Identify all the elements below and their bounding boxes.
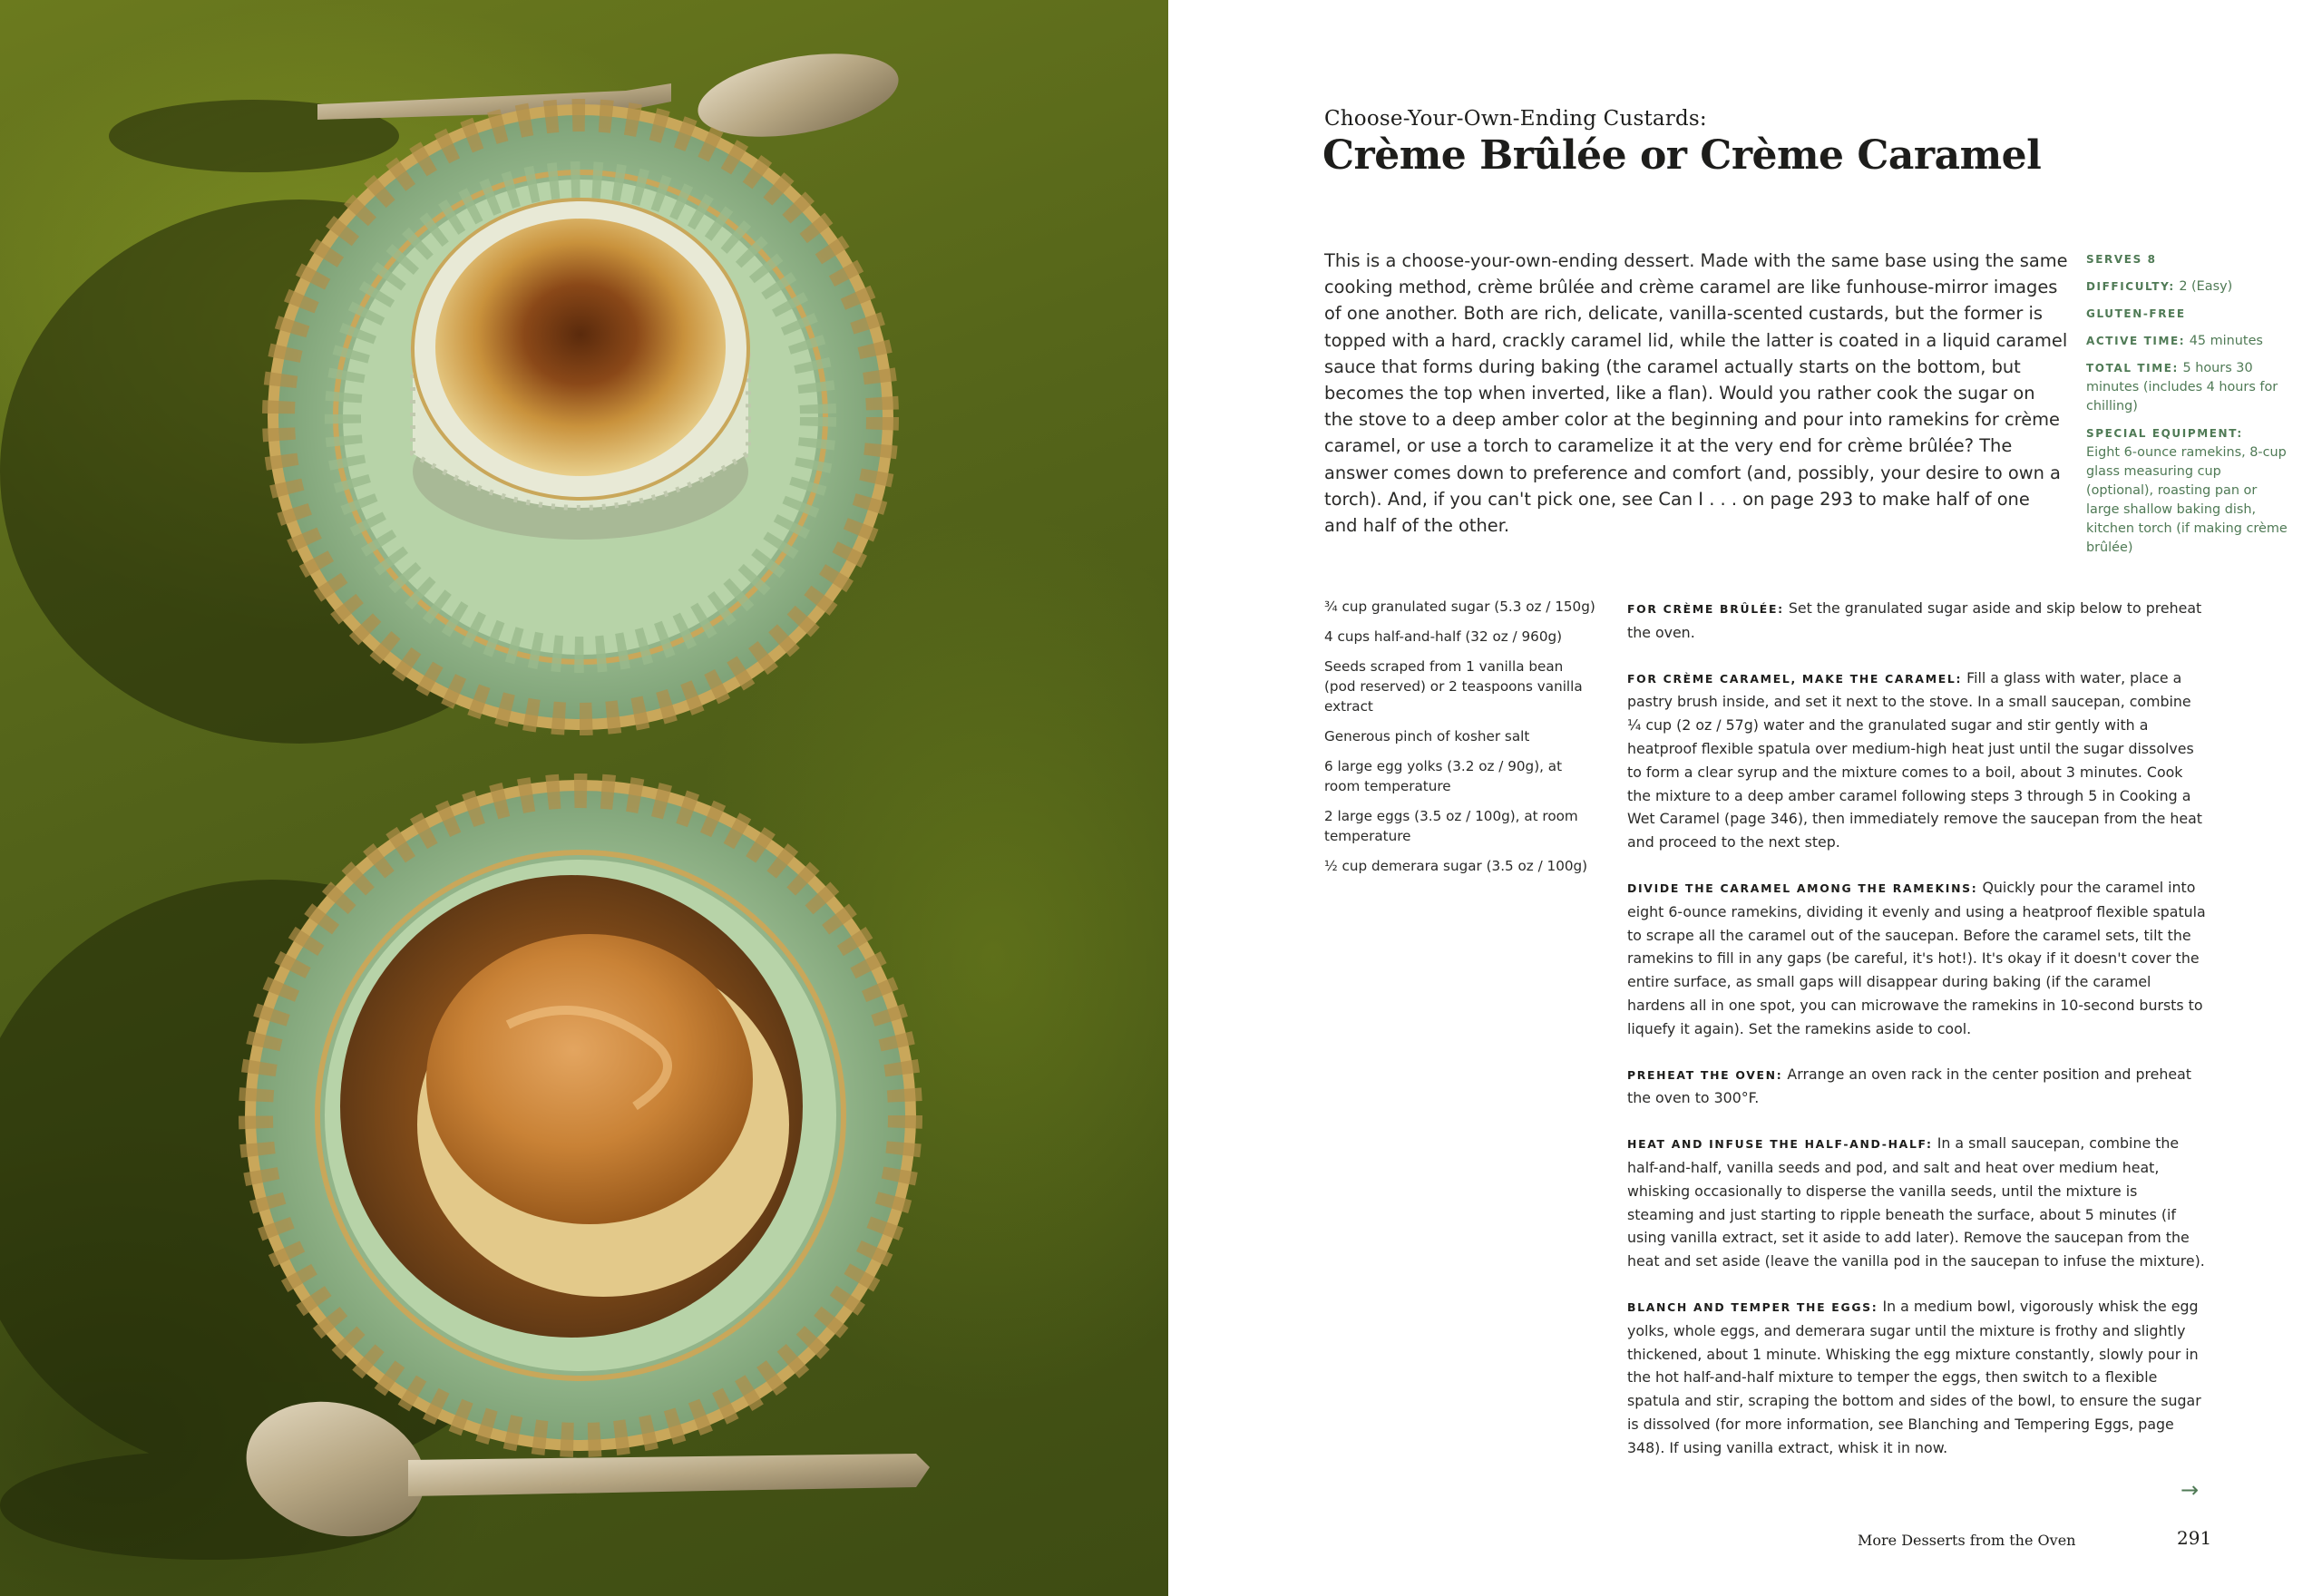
continued-arrow-icon: → <box>2181 1477 2200 1503</box>
method-step: PREHEAT THE OVEN: Arrange an oven rack in the center position and preheat the oven to 300°F. <box>1627 1065 2191 1107</box>
page-number: 291 <box>2177 1527 2212 1549</box>
method-step: FOR CRÈME BRÛLÉE: Set the granulated sugar aside and skip below to preheat the oven. <box>1627 599 2202 641</box>
method-steps <box>1627 597 2208 1482</box>
flan-icon <box>340 875 803 1338</box>
meta-gluten-free: GLUTEN-FREE <box>2086 307 2186 320</box>
meta-total-time: TOTAL TIME: 5 hours 30 minutes (includes 4 hours for chilling) <box>2086 361 2278 414</box>
meta-active-time: ACTIVE TIME: 45 minutes <box>2086 334 2263 348</box>
method-step: BLANCH AND TEMPER THE EGGS: In a medium bowl, vigorously whisk the egg yolks, whole eggs, and demerara sugar until the mixture is frothy and slightly thickened, about 1 minute. Whisking the egg mixture constantly, slowly pour in the hot half-and-half mixture to temper the eggs, then switch to a flexible spatula and stir, scraping the bottom and sides of the bowl, to ensure the sugar is dissolved (for more information, see Blanching and Tempering Eggs, page 348). If using vanilla extract, whisk it in now. <box>1627 1297 2201 1456</box>
meta-serves: SERVES 8 <box>2086 253 2157 266</box>
recipe-page <box>1168 0 2322 1596</box>
ingredient-item: 2 large eggs (3.5 oz / 100g), at room temperature <box>1324 808 1578 844</box>
ingredient-item: Generous pinch of kosher salt <box>1324 728 1530 744</box>
ramekin-icon <box>413 200 748 540</box>
method-step: FOR CRÈME CARAMEL, MAKE THE CARAMEL: Fill a glass with water, place a pastry brush inside, and set it next to the stove. In a small saucepan, combine ¼ cup (2 oz / 57g) water and the granulated sugar and stir gently with a heatproof flexible spatula over medium-high heat just until the sugar dissolves to form a clear syrup and the mixture comes to a boil, about 3 minutes. Cook the mixture to a deep amber caramel following steps 3 through 5 in Cooking a Wet Caramel (page 346), then immediately remove the saucepan from the heat and proceed to the next step. <box>1627 668 2202 852</box>
method-step: DIVIDE THE CARAMEL AMONG THE RAMEKINS: Quickly pour the caramel into eight 6-ounce ramekins, dividing it evenly and using a heatproof flexible spatula to scrape all the caramel out of the saucepan. Before the caramel sets, tilt the ramekins to fill in any gaps (be careful, it's hot!). It's okay if it doesn't cover the entire surface, as small gaps will disappear during baking (if the caramel hardens all in one spot, you can microwave the ramekins in 10-second bursts to liquefy it again). Set the ramekins aside to cool. <box>1627 878 2206 1037</box>
meta-special-equipment: SPECIAL EQUIPMENT: Eight 6-ounce ramekins, 8-cup glass measuring cup (optional), roasting pan or large shallow baking dish, kitchen torch (if making crème brûlée) <box>2086 427 2288 555</box>
ingredient-item: ¾ cup granulated sugar (5.3 oz / 150g) <box>1324 598 1595 615</box>
ingredients-list <box>1324 597 1596 886</box>
recipe-title: Crème Brûlée or Crème Caramel <box>1322 132 2042 179</box>
ingredient-item: ½ cup demerara sugar (3.5 oz / 100g) <box>1324 858 1588 874</box>
running-footer: More Desserts from the Oven <box>1858 1532 2076 1549</box>
recipe-kicker: Choose-Your-Own-Ending Custards: <box>1324 107 1707 131</box>
recipe-meta <box>2086 250 2288 566</box>
meta-difficulty: DIFFICULTY: 2 (Easy) <box>2086 279 2233 294</box>
recipe-intro: This is a choose-your-own-ending dessert. Made with the same base using the same cooking method, crème brûlée and crème caramel are like funhouse-mirror images of one another. Both are rich, delicate, vanilla-scented custards, but the former is topped with a hard, crackly caramel lid, while the latter is coated in a liquid caramel sauce that forms during baking (the caramel actually starts on the bottom, but becomes the top when inverted, like a flan). Would you rather cook the sugar on the stove to a deep amber color at the beginning and pour into ramekins for crème caramel, or use a torch to caramelize it at the very end for crème brûlée? The answer comes down to preference and comfort (and, possibly, your desire to own a torch). And, if you can't pick one, see Can I . . . on page 293 to make half of one and half of the other. <box>1324 250 2068 537</box>
ingredient-item: 6 large egg yolks (3.2 oz / 90g), at room temperature <box>1324 758 1563 794</box>
method-step: HEAT AND INFUSE THE HALF-AND-HALF: In a small saucepan, combine the half-and-half, vanilla seeds and pod, and salt and heat over medium heat, whisking occasionally to disperse the vanilla seeds, until the mixture is steaming and just starting to ripple beneath the surface, about 5 minutes (if using vanilla extract, set it aside to add later). Remove the saucepan from the heat and set aside (leave the vanilla pod in the saucepan to infuse the mixture). <box>1627 1134 2205 1270</box>
ingredient-item: 4 cups half-and-half (32 oz / 960g) <box>1324 628 1563 645</box>
ingredient-item: Seeds scraped from 1 vanilla bean (pod reserved) or 2 teaspoons vanilla extract <box>1324 658 1583 715</box>
